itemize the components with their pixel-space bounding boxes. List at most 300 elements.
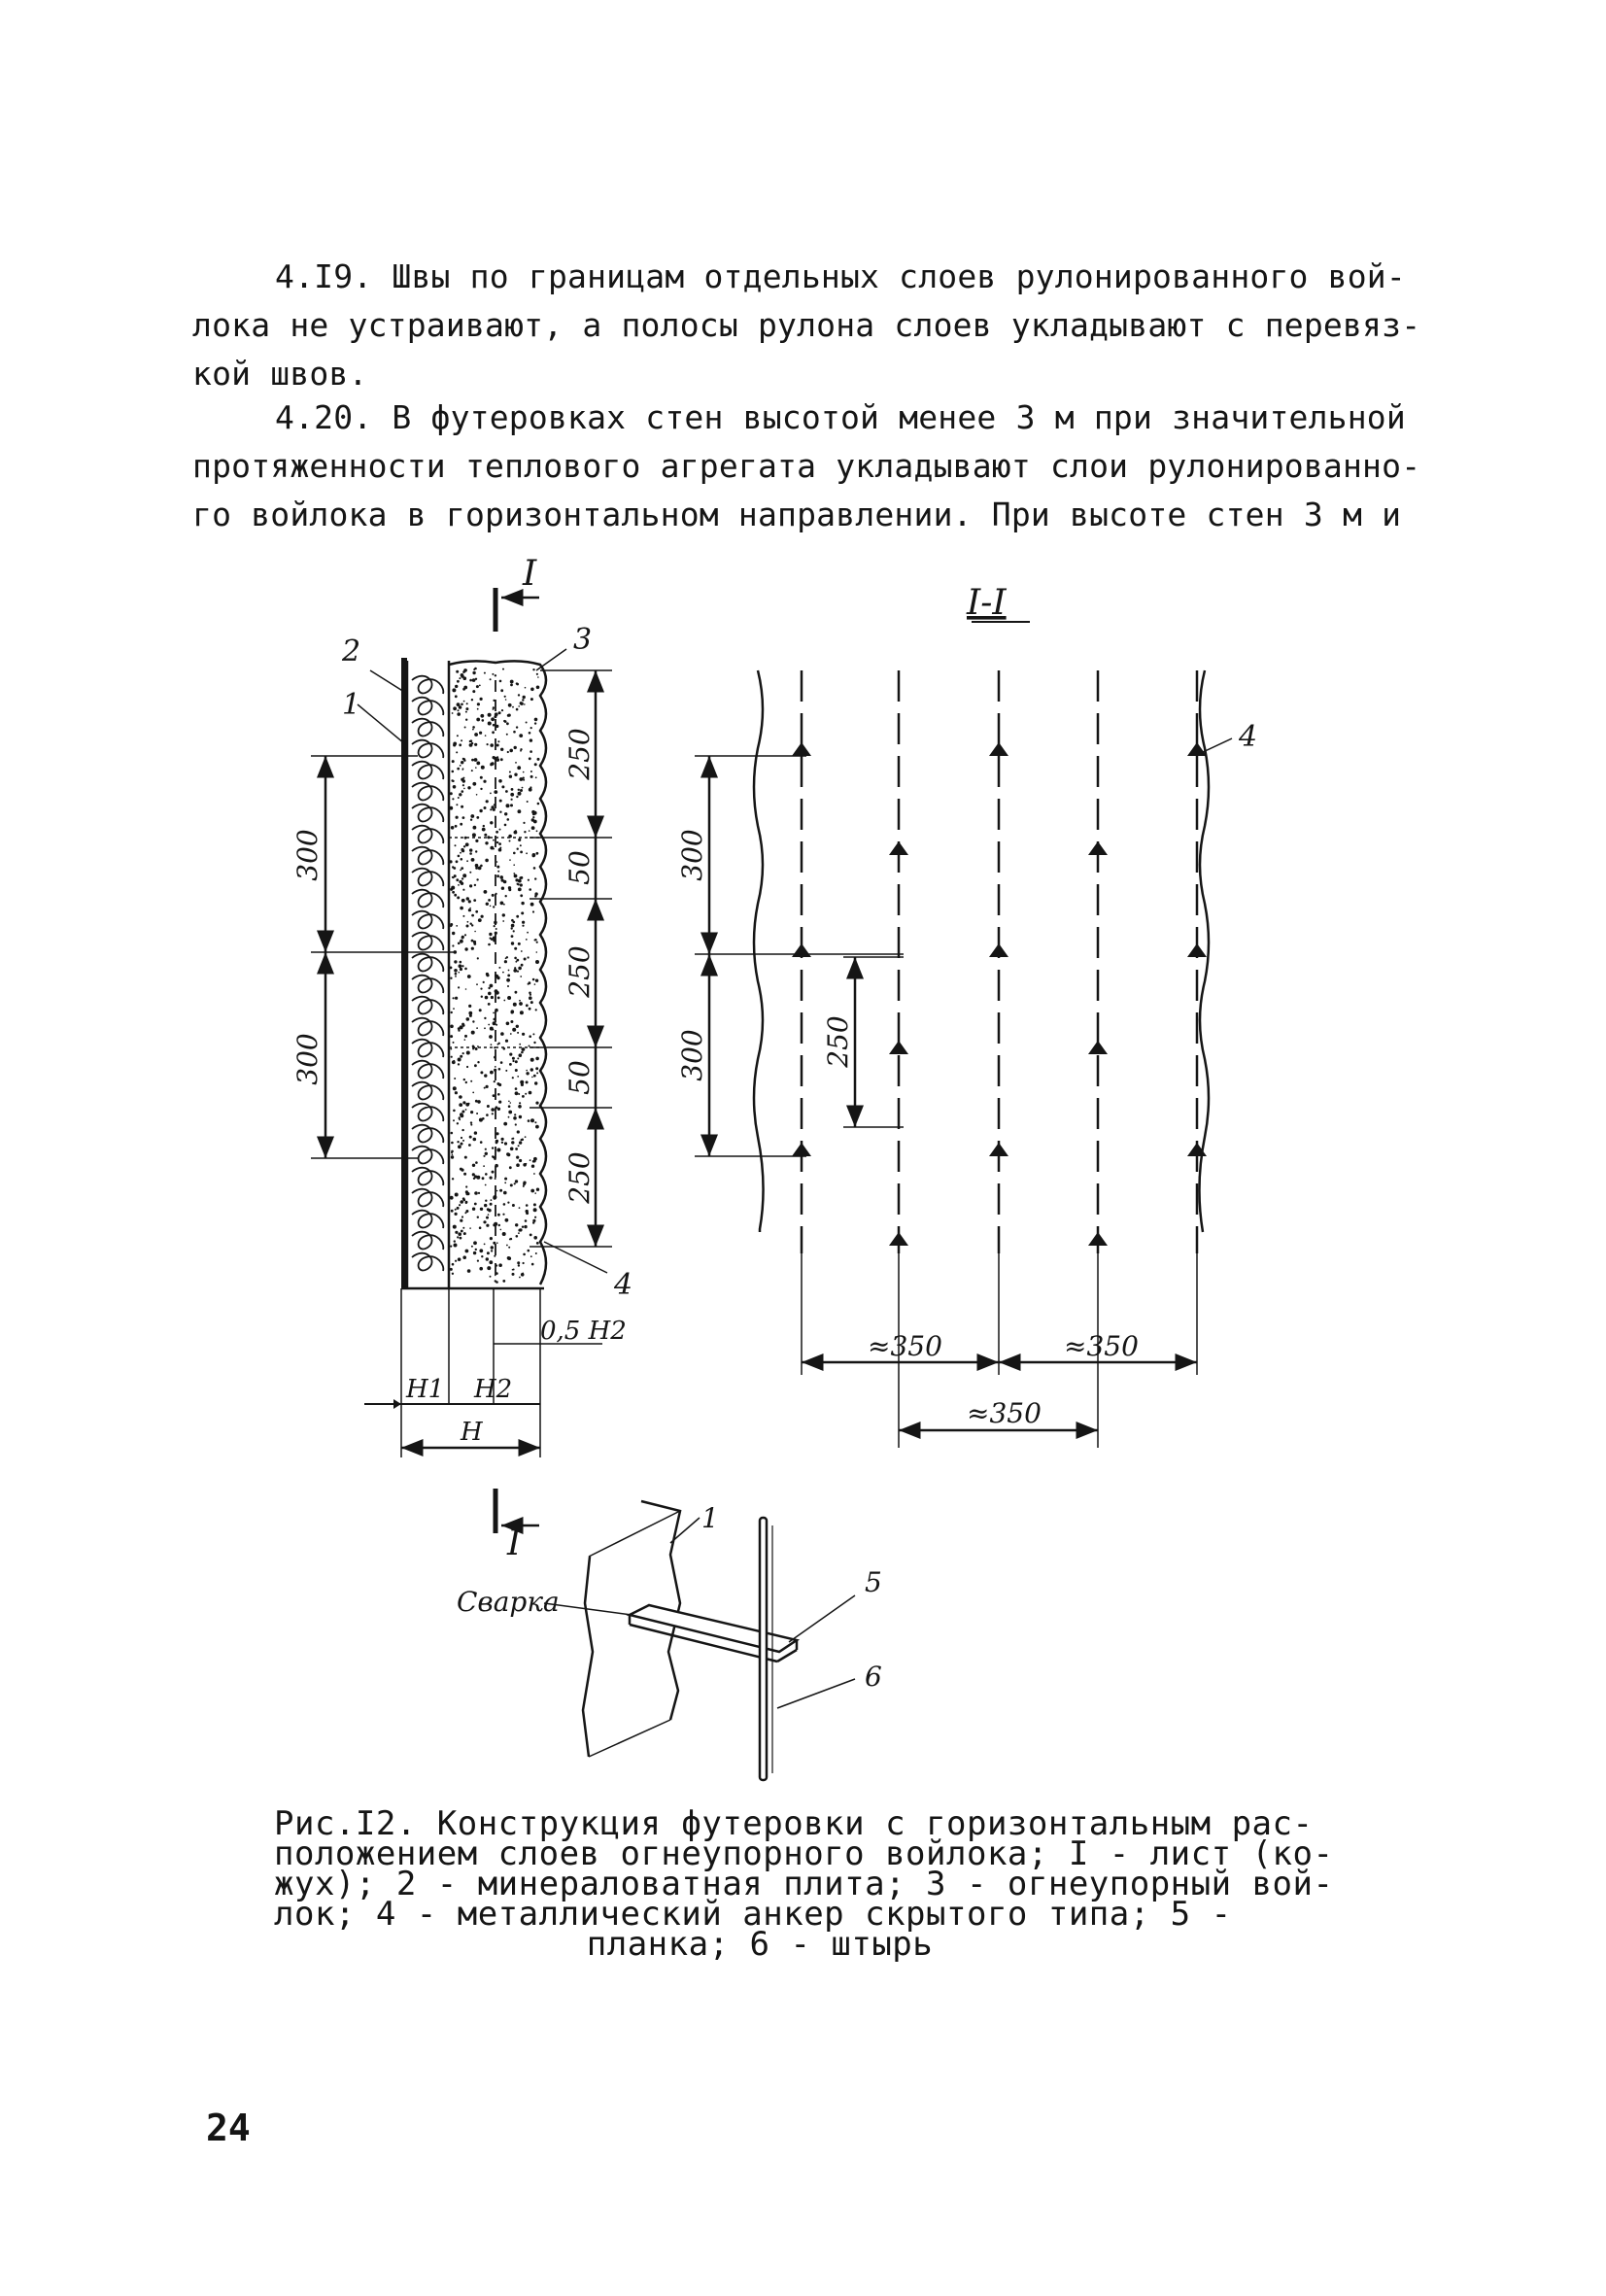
felt-speck: [462, 1052, 464, 1054]
felt-speck: [484, 1244, 486, 1246]
felt-speck: [500, 689, 503, 692]
felt-speck: [459, 964, 462, 968]
felt-speck: [517, 1032, 519, 1034]
felt-speck: [525, 1219, 528, 1222]
felt-speck: [493, 906, 495, 908]
felt-speck: [508, 703, 512, 707]
felt-speck: [524, 1225, 527, 1228]
felt-speck: [526, 1004, 529, 1007]
felt-speck: [472, 726, 475, 729]
felt-speck: [477, 703, 480, 705]
felt-speck: [490, 1276, 492, 1278]
felt-speck: [509, 775, 512, 778]
felt-speck: [476, 878, 478, 880]
felt-speck: [455, 976, 457, 977]
felt-speck: [450, 1196, 454, 1200]
felt-speck: [484, 1087, 486, 1089]
felt-speck: [514, 773, 517, 776]
felt-speck: [460, 1168, 462, 1171]
felt-speck: [513, 852, 516, 855]
detail-label-1: 1: [701, 1502, 719, 1534]
felt-speck: [476, 762, 480, 766]
felt-speck: [468, 908, 471, 911]
felt-speck: [502, 1232, 506, 1236]
felt-speck: [463, 1232, 466, 1235]
felt-speck: [475, 767, 477, 769]
felt-speck: [528, 1119, 530, 1122]
felt-speck: [471, 858, 475, 862]
felt-speck: [495, 1142, 498, 1145]
felt-speck: [533, 1173, 535, 1175]
felt-speck: [522, 1033, 525, 1036]
felt-speck: [484, 890, 488, 894]
felt-speck: [493, 1094, 495, 1097]
felt-speck: [488, 713, 492, 717]
felt-speck: [533, 1208, 537, 1212]
felt-speck: [478, 918, 482, 922]
felt-speck: [526, 1163, 528, 1165]
felt-speck: [517, 1130, 520, 1133]
wool-loop: [412, 719, 443, 737]
felt-speck: [459, 1204, 461, 1206]
felt-speck: [470, 1121, 472, 1123]
felt-speck: [501, 887, 504, 890]
felt-speck: [512, 1138, 514, 1140]
felt-speck: [467, 1269, 471, 1273]
felt-speck: [518, 888, 522, 892]
felt-speck: [451, 1132, 454, 1135]
felt-speck: [495, 1066, 496, 1068]
felt-speck: [468, 1144, 471, 1147]
felt-speck: [467, 921, 469, 923]
felt-speck: [488, 1024, 490, 1026]
felt-speck: [501, 1138, 504, 1141]
felt-speck: [466, 1066, 468, 1068]
felt-speck: [523, 822, 525, 824]
felt-speck: [497, 740, 499, 742]
felt-speck: [508, 1105, 511, 1108]
felt-speck: [515, 762, 517, 764]
felt-speck: [490, 984, 494, 988]
felt-speck: [498, 967, 500, 969]
felt-speck: [526, 1212, 529, 1215]
felt-speck: [509, 1053, 512, 1056]
felt-speck: [511, 919, 514, 922]
felt-speck: [517, 848, 519, 850]
anchor-mark: [792, 742, 811, 756]
felt-speck: [534, 1217, 536, 1218]
felt-speck: [475, 840, 478, 842]
felt-speck: [535, 776, 537, 778]
felt-speck: [486, 1224, 489, 1227]
felt-speck: [483, 780, 486, 783]
felt-speck: [464, 934, 466, 936]
felt-speck: [505, 1070, 507, 1072]
felt-speck: [499, 847, 501, 849]
felt-speck: [457, 1122, 459, 1124]
felt-speck: [461, 867, 463, 870]
felt-speck: [460, 1055, 462, 1058]
felt-speck: [475, 867, 478, 870]
felt-speck: [537, 758, 540, 761]
felt-speck: [526, 722, 528, 724]
felt-speck: [475, 1047, 478, 1050]
felt-speck: [453, 1110, 456, 1113]
felt-speck: [495, 831, 498, 834]
felt-speck: [489, 933, 492, 936]
felt-speck: [523, 1185, 525, 1187]
felt-speck: [535, 979, 538, 982]
felt-speck: [532, 1219, 535, 1222]
felt-speck: [451, 1011, 453, 1013]
felt-speck: [531, 826, 535, 830]
felt-speck: [469, 743, 473, 747]
felt-speck: [513, 969, 517, 973]
felt-speck: [524, 703, 526, 705]
felt-speck: [529, 1045, 530, 1047]
felt-speck: [510, 793, 514, 797]
felt-speck: [491, 996, 494, 999]
felt-speck: [496, 841, 498, 843]
anchor-mark: [889, 1232, 908, 1246]
felt-speck: [535, 1125, 539, 1129]
label-3: 3: [573, 623, 593, 657]
felt-speck: [452, 944, 454, 946]
felt-speck: [465, 1250, 469, 1253]
felt-speck: [526, 1072, 529, 1075]
felt-speck: [518, 1093, 520, 1095]
felt-speck: [512, 1204, 515, 1207]
felt-speck: [512, 1077, 514, 1079]
felt-speck: [514, 957, 517, 960]
felt-speck: [492, 1147, 494, 1148]
felt-speck: [535, 1102, 538, 1105]
felt-speck: [473, 1178, 475, 1180]
felt-speck: [529, 732, 531, 735]
felt-speck: [520, 851, 523, 854]
felt-speck: [461, 899, 465, 903]
felt-speck: [490, 678, 492, 680]
felt-speck: [451, 1210, 454, 1213]
felt-speck: [487, 743, 489, 745]
felt-speck: [491, 1044, 493, 1045]
felt-speck: [521, 964, 524, 967]
felt-speck: [511, 935, 514, 938]
felt-speck: [460, 852, 461, 854]
felt-speck: [455, 825, 458, 828]
text-line: 4.20. В футеровках стен высотой менее 3 м при значительной: [275, 398, 1406, 436]
section-dim-350-3: ≈350: [967, 1397, 1042, 1429]
felt-speck: [469, 884, 472, 887]
felt-speck: [536, 852, 539, 855]
felt-speck: [482, 828, 486, 832]
felt-speck: [522, 699, 524, 701]
text-line: кой швов.: [192, 355, 368, 393]
felt-speck: [530, 771, 532, 772]
felt-speck: [488, 943, 491, 946]
felt-speck: [490, 906, 492, 908]
felt-speck: [471, 1246, 473, 1248]
felt-speck: [536, 673, 538, 675]
felt-speck: [496, 1190, 498, 1192]
felt-speck: [472, 671, 475, 674]
felt-speck: [459, 1095, 462, 1099]
felt-speck: [477, 957, 479, 959]
felt-speck: [455, 973, 458, 976]
wool-loop: [412, 1147, 443, 1164]
felt-speck: [527, 932, 529, 934]
felt-speck: [449, 860, 452, 863]
felt-speck: [515, 831, 517, 833]
felt-speck: [492, 1155, 494, 1157]
dim-right-250-3: 250: [564, 1151, 596, 1204]
wool-loop: [412, 676, 443, 694]
felt-speck: [496, 861, 498, 863]
felt-speck: [520, 976, 522, 977]
felt-speck: [491, 805, 494, 808]
felt-speck: [461, 1129, 463, 1131]
felt-speck: [480, 698, 483, 701]
felt-speck: [492, 1171, 495, 1174]
felt-speck: [469, 679, 472, 682]
anchor-mark: [792, 1143, 811, 1156]
felt-speck: [498, 779, 502, 783]
felt-speck: [480, 776, 483, 779]
felt-speck: [491, 1199, 493, 1201]
felt-speck: [461, 882, 463, 885]
anchor-mark: [989, 1143, 1008, 1156]
felt-speck: [460, 823, 462, 826]
anchor-mark: [1088, 1232, 1108, 1246]
felt-speck: [518, 942, 521, 945]
felt-speck: [481, 766, 485, 770]
felt-speck: [460, 765, 461, 767]
felt-speck: [475, 1249, 477, 1251]
felt-speck: [459, 793, 461, 796]
felt-speck: [463, 1173, 466, 1176]
felt-speck: [477, 1217, 479, 1218]
felt-speck: [528, 879, 530, 881]
felt-speck: [467, 1103, 469, 1105]
wool-loop: [412, 1168, 443, 1185]
felt-speck: [462, 1140, 464, 1142]
felt-speck: [519, 1159, 522, 1162]
felt-speck: [510, 1183, 513, 1186]
felt-speck: [501, 785, 504, 788]
felt-speck: [490, 1027, 494, 1031]
felt-speck: [536, 951, 538, 953]
felt-speck: [509, 1063, 512, 1066]
felt-speck: [480, 788, 482, 790]
felt-speck: [460, 870, 461, 872]
felt-speck: [466, 1051, 470, 1055]
felt-speck: [460, 1113, 463, 1116]
felt-speck: [450, 925, 452, 927]
felt-speck: [519, 1000, 521, 1002]
detail-label-5: 5: [865, 1566, 882, 1598]
felt-speck: [526, 852, 528, 854]
weld-label: Сварка: [457, 1586, 560, 1618]
felt-speck: [512, 1028, 516, 1032]
felt-speck: [464, 947, 467, 950]
felt-speck: [506, 1245, 508, 1247]
felt-speck: [485, 1173, 488, 1176]
felt-speck: [487, 1251, 490, 1254]
text-line: лока не устраивают, а полосы рулона слоев укладывают с перевяз-: [192, 306, 1421, 344]
felt-speck: [451, 1155, 454, 1158]
felt-speck: [534, 722, 536, 724]
felt-speck: [510, 804, 513, 806]
felt-speck: [503, 880, 507, 884]
felt-speck: [461, 790, 464, 793]
felt-speck: [505, 1040, 508, 1043]
felt-speck: [504, 1182, 506, 1183]
felt-speck: [521, 950, 523, 952]
felt-speck: [450, 1035, 453, 1038]
felt-speck: [490, 793, 492, 795]
felt-speck: [458, 1027, 461, 1030]
felt-speck: [451, 826, 455, 830]
section-title: I-I: [967, 583, 1007, 623]
felt-speck: [506, 978, 510, 982]
felt-speck: [470, 814, 474, 818]
felt-speck: [503, 1191, 507, 1195]
felt-speck: [479, 1267, 483, 1271]
felt-speck: [517, 1076, 519, 1078]
felt-speck: [505, 1218, 509, 1222]
felt-speck: [525, 1136, 527, 1138]
felt-speck: [459, 1119, 461, 1121]
felt-speck: [529, 996, 532, 1000]
felt-speck: [530, 1001, 533, 1004]
felt-speck: [490, 821, 493, 824]
felt-speck: [520, 748, 522, 750]
felt-speck: [515, 991, 518, 994]
felt-speck: [525, 687, 527, 689]
felt-speck: [499, 680, 502, 683]
felt-speck: [502, 920, 504, 922]
felt-speck: [462, 874, 466, 877]
felt-speck: [459, 1103, 462, 1107]
felt-speck: [514, 947, 517, 950]
felt-speck: [517, 883, 519, 885]
felt-speck: [499, 829, 501, 831]
felt-speck: [500, 748, 503, 751]
felt-speck: [530, 1234, 532, 1237]
felt-speck: [461, 1111, 464, 1114]
felt-speck: [519, 1141, 522, 1144]
label-1: 1: [342, 688, 361, 722]
felt-speck: [460, 968, 462, 971]
felt-speck: [485, 1184, 487, 1186]
felt-speck: [473, 668, 475, 670]
caption-line: планка; 6 - штырь: [586, 1925, 934, 1964]
felt-speck: [505, 895, 507, 897]
felt-speck: [532, 910, 534, 912]
felt-speck: [475, 678, 477, 680]
felt-speck: [518, 789, 520, 791]
felt-speck: [474, 758, 478, 762]
felt-speck: [490, 1177, 493, 1180]
felt-speck: [534, 1121, 536, 1123]
felt-speck: [463, 845, 465, 847]
wool-loop: [412, 1189, 443, 1207]
felt-speck: [518, 1105, 522, 1109]
felt-speck: [532, 812, 535, 815]
felt-speck: [520, 876, 523, 879]
dim-left-300-2: 300: [291, 1033, 324, 1085]
felt-speck: [476, 983, 478, 985]
felt-speck: [454, 1240, 456, 1242]
felt-speck: [533, 820, 537, 824]
felt-speck: [461, 805, 463, 808]
felt-speck: [518, 1264, 520, 1266]
felt-speck: [471, 1031, 475, 1035]
felt-speck: [533, 1236, 537, 1240]
felt-speck: [519, 1277, 521, 1279]
felt-speck: [498, 711, 501, 714]
caption-line: положением слоев огнеупорного войлока; I - лист (ко-: [274, 1834, 1334, 1873]
felt-speck: [510, 684, 513, 687]
wool-loop: [412, 847, 443, 865]
felt-speck: [462, 784, 464, 786]
felt-speck: [507, 975, 510, 977]
felt-speck: [528, 1250, 530, 1252]
felt-speck: [485, 859, 489, 863]
felt-speck: [458, 1063, 460, 1065]
felt-speck: [509, 859, 511, 861]
felt-speck: [509, 1166, 512, 1169]
felt-speck: [493, 840, 495, 841]
felt-speck: [518, 967, 522, 971]
felt-speck: [454, 1078, 456, 1079]
felt-speck: [521, 1139, 524, 1142]
felt-speck: [472, 833, 476, 837]
felt-speck: [452, 1060, 456, 1064]
felt-speck: [509, 771, 511, 773]
felt-speck: [459, 743, 461, 746]
felt-speck: [534, 877, 536, 879]
felt-speck: [464, 1156, 467, 1159]
felt-speck: [515, 1060, 518, 1063]
felt-speck: [521, 902, 524, 905]
felt-speck: [529, 1008, 531, 1011]
felt-speck: [484, 806, 487, 809]
felt-speck: [515, 1087, 518, 1090]
felt-speck: [477, 708, 479, 710]
dim-right-50-2: 50: [564, 1060, 596, 1095]
felt-speck: [455, 1260, 457, 1262]
felt-speck: [534, 1192, 536, 1194]
felt-speck: [458, 1058, 461, 1062]
felt-speck: [504, 812, 507, 815]
felt-speck: [502, 1214, 504, 1216]
felt-speck: [523, 1262, 525, 1264]
felt-speck: [475, 864, 479, 868]
felt-speck: [473, 1251, 476, 1254]
felt-speck: [511, 1011, 514, 1013]
section-mark-top: I: [523, 554, 537, 594]
felt-speck: [465, 988, 467, 990]
felt-speck: [460, 961, 462, 964]
felt-speck: [530, 1068, 533, 1071]
felt-speck: [457, 735, 459, 737]
page-number: 24: [206, 2107, 251, 2149]
felt-speck: [482, 1117, 485, 1120]
wool-loop: [412, 783, 443, 801]
felt-speck: [499, 800, 502, 803]
felt-speck: [485, 1200, 487, 1202]
